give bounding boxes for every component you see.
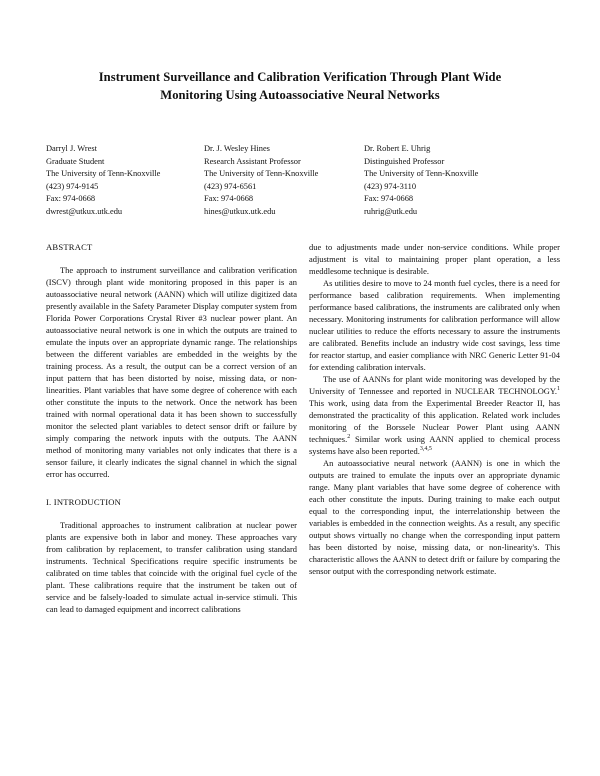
author-phone: (423) 974-9145 xyxy=(46,181,99,191)
ref-text-b: This work, using data from the Experimental Breeder Reactor II, has demonstrated the practicality of this application. Related work includes monitoring of the Borssele Nuclear Power Plant using AANN techniques. xyxy=(309,398,560,445)
author-entry-2 xyxy=(204,143,364,218)
author-fax: Fax: 974-0668 xyxy=(204,194,254,204)
introduction-heading: I. INTRODUCTION xyxy=(46,497,122,508)
citation-1: 1 xyxy=(557,386,560,393)
paragraph-fuel-cycles: As utilities desire to move to 24 month fuel cycles, there is a need for performance based calibration requirements. When implementing performance based calibrations, the instruments are calibrated only when necessary. Monitoring instruments for calibration performance will allow nuclear utilities to reduce the efforts necessary to assure the instruments are calibrated. Benefits include an industry wide cost savings, less time for reactor startup, and easier compliance with NRC Generic Letter 91-04 for extending calibration intervals. xyxy=(309,278,560,373)
column-right xyxy=(309,241,560,615)
ref-text-a: The use of AANNs for plant wide monitoring was developed by the University of Tennessee and reported in NUCLEAR TECHNOLOGY. xyxy=(309,374,560,397)
citation-3: 3,4,5 xyxy=(419,446,432,453)
author-phone: (423) 974-3110 xyxy=(364,181,417,191)
author-email: hines@utkux.utk.edu xyxy=(204,206,276,216)
author-phone: (423) 974-6561 xyxy=(204,181,257,191)
abstract-paragraph: The approach to instrument surveillance and calibration verification (ISCV) through plant wide monitoring proposed in this paper is an autoassociative neural network (AANN) which will utilize digitized data presently available in the Safety Parameter Display computer system from Florida Power Corporations Crystal River #3 nuclear power plant. An autoassociative neural network is one in which the outputs are trained to emulate the inputs over an appropriate dynamic range. The relationships between the different variables are embedded in the weights by the training process. As a result, the output can be a correct version of an input pattern that has been distorted by noise, missing data, or non-linearities. Plant variables that have some degree of coherence with each other constitute the inputs to the network. Once the network has been trained with normal operational data it has been shown to successfully monitor the selected plant variables to detect sensor drift or failure by simply comparing the network inputs with the outputs. The AANN method of monitoring many variables not only indicates that there is a sensor failure, it clearly indicates the signal channel in which the signal error has occurred. xyxy=(46,265,297,480)
author-role: Graduate Student xyxy=(46,156,105,166)
author-affiliation: The University of Tenn-Knoxville xyxy=(364,169,479,179)
ref-text-c: Similar work using AANN applied to chemical process systems have also been reported. xyxy=(309,434,560,457)
citation-2: 2 xyxy=(347,434,351,441)
title-block xyxy=(0,0,600,104)
author-name: Dr. Robert E. Uhrig xyxy=(364,144,431,153)
author-role: Research Assistant Professor xyxy=(204,156,301,166)
author-block xyxy=(0,104,600,218)
author-entry-1 xyxy=(46,143,204,218)
author-email: ruhrig@utk.edu xyxy=(364,206,418,216)
page-title: Instrument Surveillance and Calibration Verification Through Plant Wide Monitoring Using Autoassociative Neural Networks xyxy=(98,70,502,102)
author-email: dwrest@utkux.utk.edu xyxy=(46,206,123,216)
paragraph-aann-references xyxy=(309,373,560,457)
author-name: Darryl J. Wrest xyxy=(46,144,97,153)
author-fax: Fax: 974-0668 xyxy=(46,194,96,204)
author-entry-3 xyxy=(364,143,534,218)
paragraph-continued: due to adjustments made under non-service conditions. While proper adjustment is vital to maintaining proper plant operation, a less meddlesome technique is desirable. xyxy=(309,242,560,277)
paragraph-aann-definition: An autoassociative neural network (AANN) is one in which the outputs are trained to emulate the inputs over an appropriate dynamic range. Many plant variables that have some degree of coherence with each other constitute the inputs. During training to make each output equal to the corresponding input, the interrelationship between the variables is embedded in the connection weights. As a result, any specific output shows virtually no change when the corresponding input pattern has been distorted by noise, missing data, or non-linearity's. This characteristic allows the AANN to detect drift or failure by comparing the sensor output with the corresponding network estimate. xyxy=(309,458,560,577)
column-left xyxy=(46,241,297,615)
author-role: Distinguished Professor xyxy=(364,156,445,166)
author-affiliation: The University of Tenn-Knoxville xyxy=(204,169,319,179)
author-affiliation: The University of Tenn-Knoxville xyxy=(46,169,161,179)
introduction-paragraph: Traditional approaches to instrument calibration at nuclear power plants are expensive both in labor and money. These approaches vary from calibration by replacement, to transfer calibration using standard instruments. Technical Specifications require specific instruments be calibrated on time tables that coincide with the original fuel cycle of the plant. These calibrations require that the instrument be taken out of service and be falsely-loaded to simulate actual in-service stimuli. This can lead to damaged equipment and incorrect calibrations xyxy=(46,520,297,615)
abstract-heading: ABSTRACT xyxy=(46,242,93,253)
author-fax: Fax: 974-0668 xyxy=(364,194,414,204)
author-name: Dr. J. Wesley Hines xyxy=(204,144,270,153)
body-columns xyxy=(0,218,600,615)
